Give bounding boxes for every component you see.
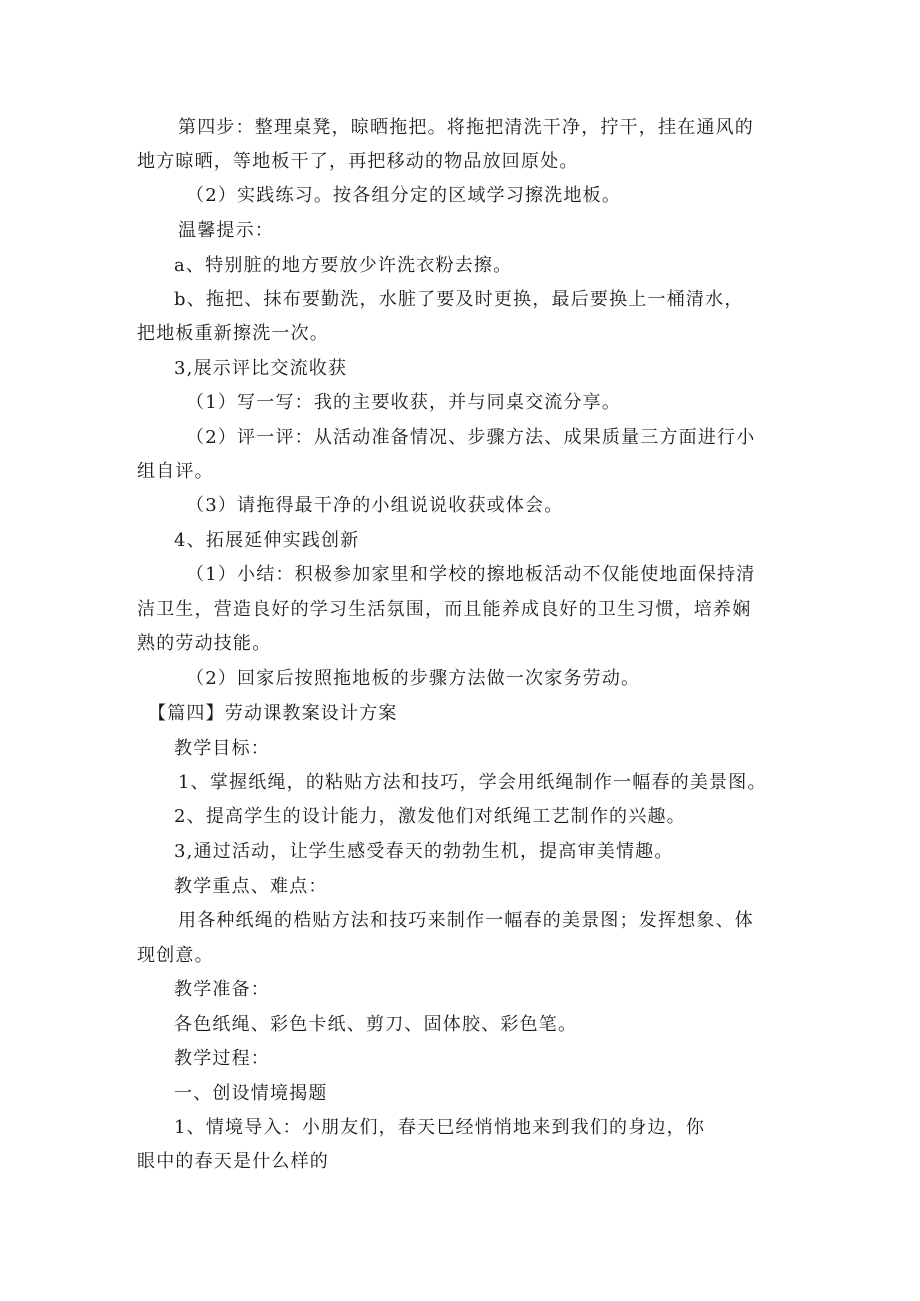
text-line: a、特别脏的地方要放少许洗衣粉去擦。 — [174, 255, 513, 276]
text-line: 温馨提示： — [178, 220, 274, 241]
text-line: 洁卫生，营造良好的学习生活氛围，而且能养成良好的卫生习惯，培养娴 — [137, 599, 752, 620]
text-line: 一、创设情境揭题 — [174, 1083, 328, 1104]
text-line: 现创意。 — [137, 945, 214, 966]
text-line: 熟的劳动技能。 — [137, 633, 272, 654]
text-line: 教学目标： — [174, 738, 270, 759]
text-line: 用各种纸绳的梏贴方法和技巧来制作一幅春的美景图；发挥想象、体 — [178, 910, 754, 931]
text-line: （1）小结：积极参加家里和学校的擦地板活动不仅能使地面保持清 — [186, 564, 756, 585]
text-line: 组自评。 — [137, 461, 214, 482]
text-line: 4、拓展延伸实践创新 — [174, 530, 360, 551]
text-line: （3）请拖得最干净的小组说说收获或体会。 — [186, 495, 564, 516]
text-line: （2）评一评：从活动准备情况、步骤方法、成果质量三方面进行小 — [186, 427, 756, 448]
text-line: 第四步：整理桌凳，晾晒拖把。将拖把清洗干净，拧干，挂在通风的 — [178, 117, 754, 138]
text-line: （2）实践练习。按各组分定的区域学习擦洗地板。 — [186, 185, 622, 206]
text-line: （1）写一写：我的主要收获，并与同桌交流分享。 — [186, 392, 622, 413]
text-line: 教学过程： — [174, 1048, 270, 1069]
text-line: 地方晾晒，等地板干了，再把移动的物品放回原处。 — [137, 151, 579, 172]
text-line: （2）回家后按照拖地板的步骤方法做一次家务劳动。 — [186, 668, 641, 689]
text-line: 3,通过活动，让学生感受春天的勃勃生机，提高审美情趣。 — [174, 841, 674, 862]
text-line: 各色纸绳、彩色卡纸、剪刀、固体胶、彩色笔。 — [174, 1014, 578, 1035]
text-line: 教学准备： — [174, 979, 270, 1000]
text-line: 3,展示评比交流收获 — [174, 358, 348, 379]
text-line: 1、情境导入：小朋友们，春天巳经悄悄地来到我们的身边，你 — [174, 1117, 706, 1138]
text-line: 眼中的春天是什么样的 — [137, 1151, 329, 1172]
text-line: b、拖把、抹布要勤洗，水脏了要及时更换，最后要换上一桶清水， — [174, 289, 744, 310]
text-line: 1、掌握纸绳，的粘贴方法和技巧，学会用纸绳制作一幅春的美景图。 — [178, 772, 767, 793]
section-heading: 【篇四】劳动课教案设计方案 — [148, 703, 398, 724]
text-line: 2、提高学生的设计能力，激发他们对纸绳工艺制作的兴趣。 — [174, 806, 686, 827]
text-line: 把地板重新擦洗一次。 — [137, 323, 329, 344]
text-line: 教学重点、难点： — [174, 876, 328, 897]
